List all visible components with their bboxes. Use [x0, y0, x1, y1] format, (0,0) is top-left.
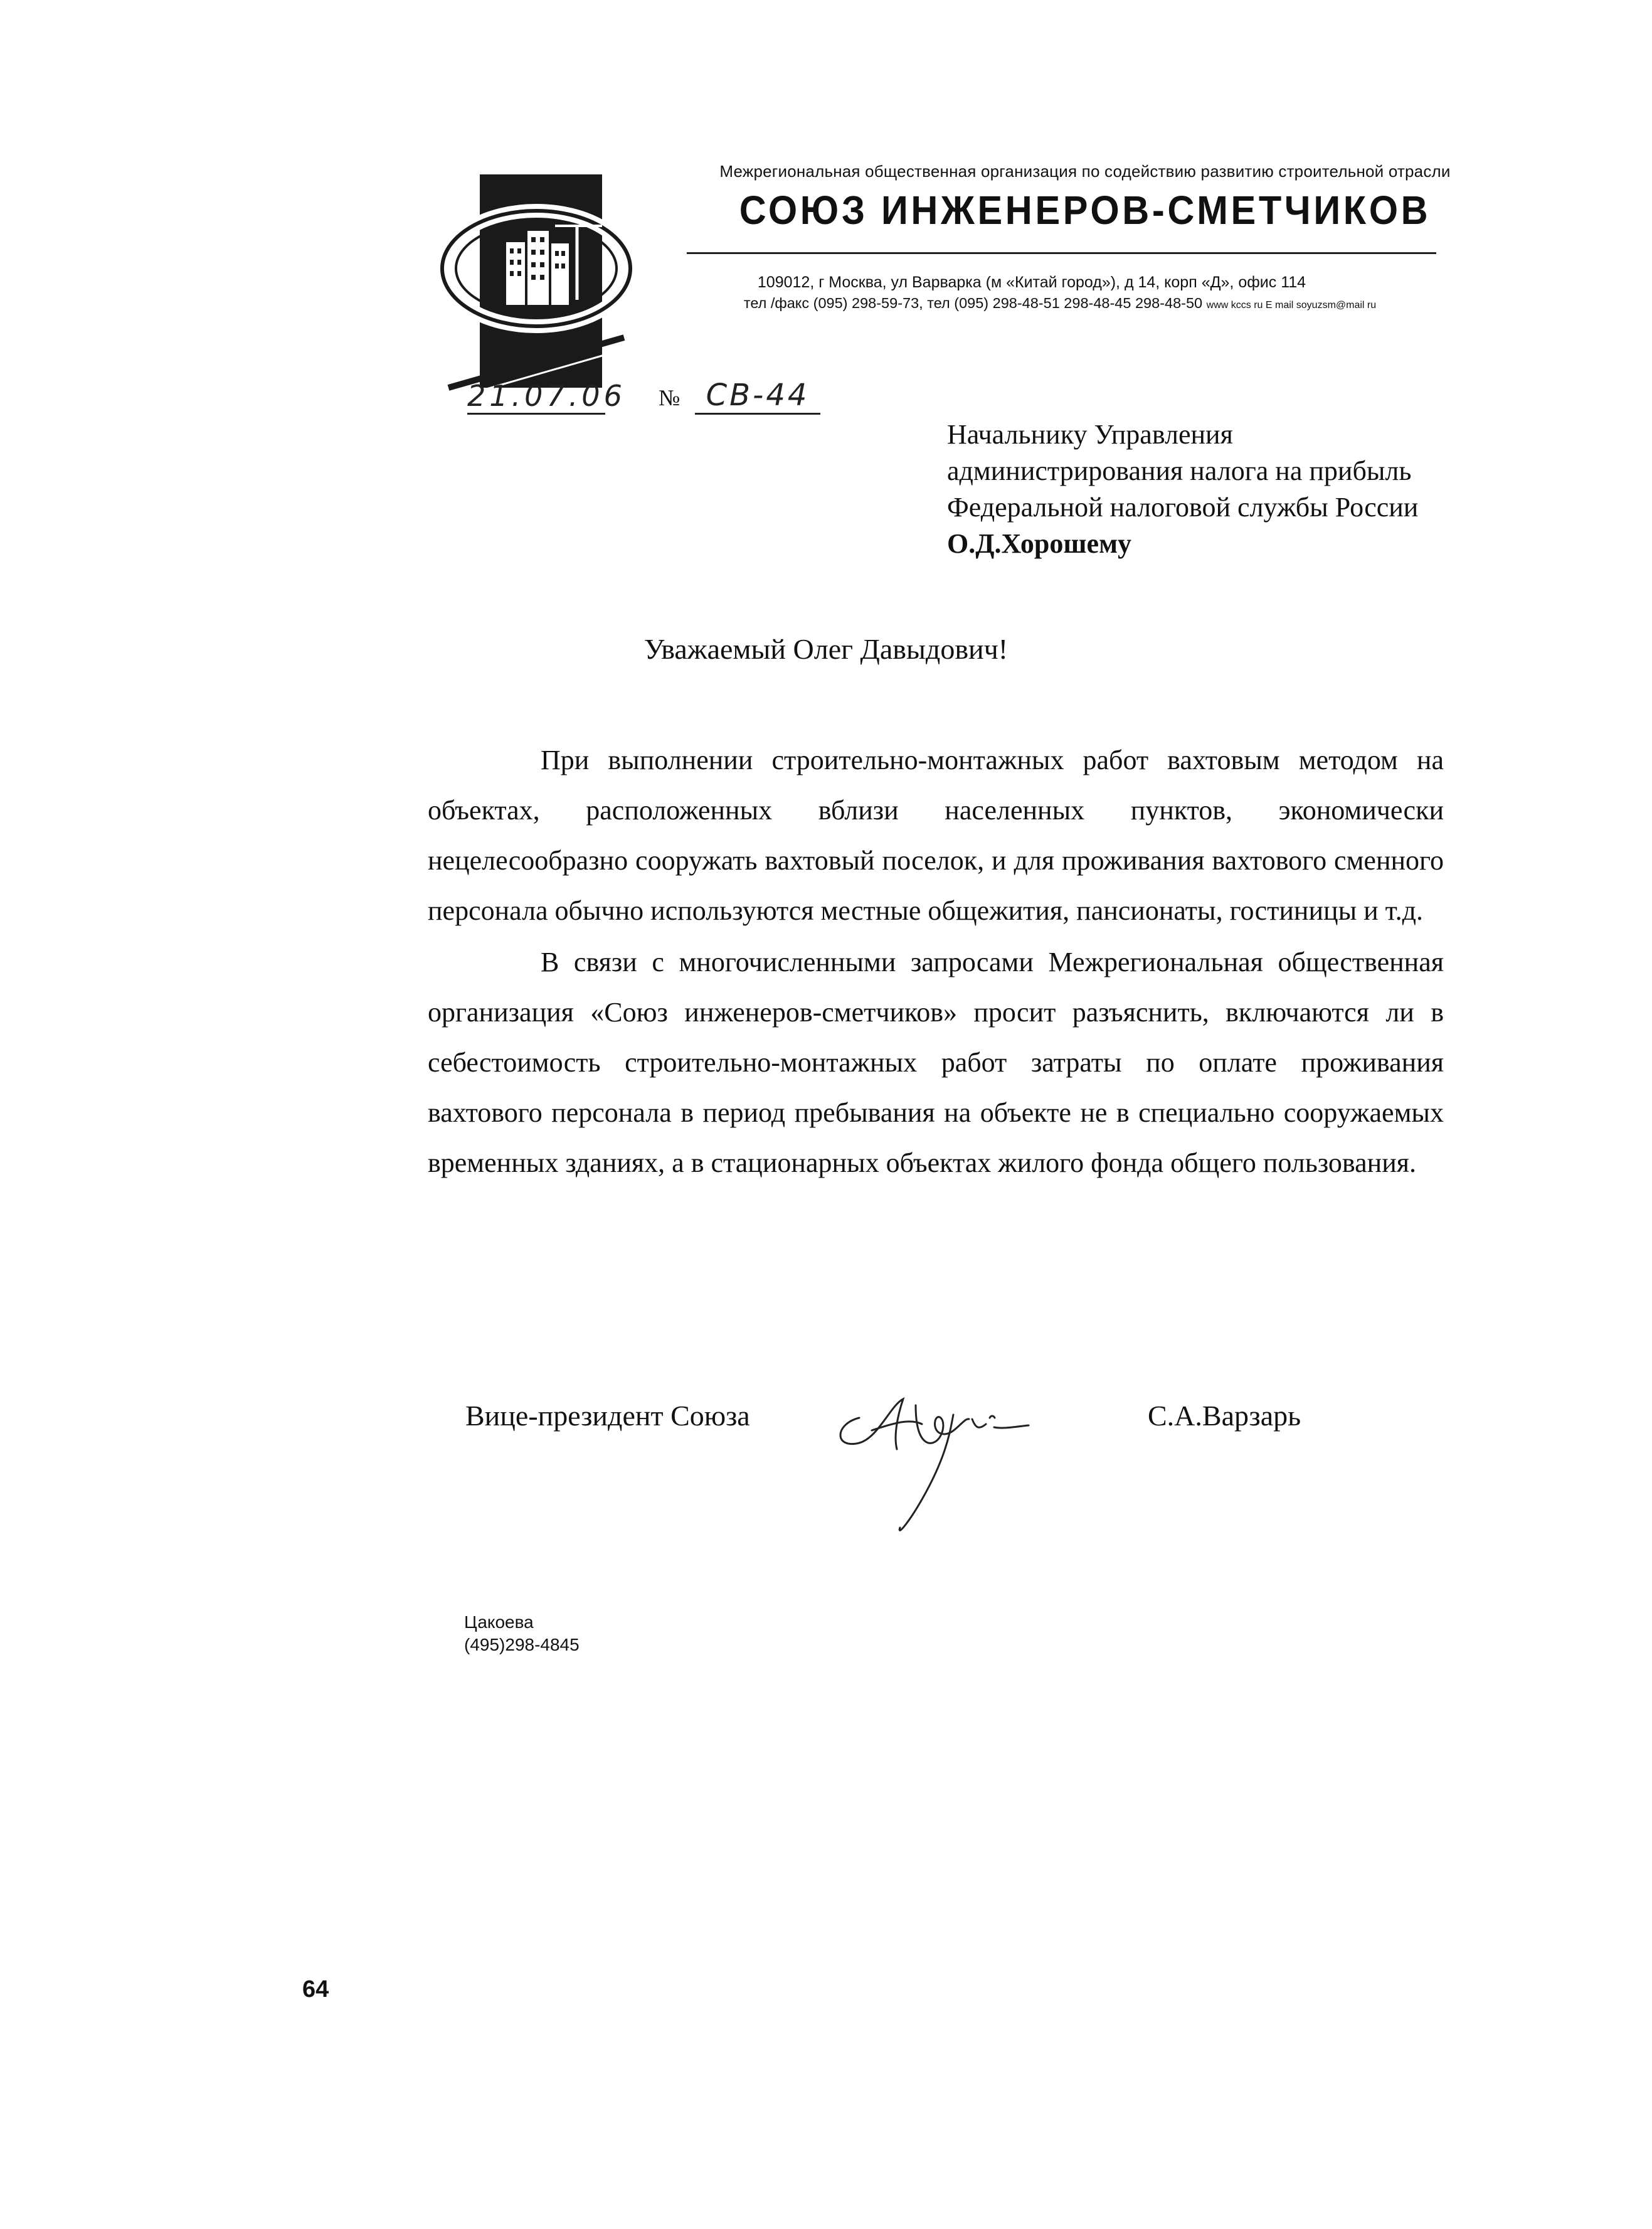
- greeting: Уважаемый Олег Давыдович!: [643, 633, 1009, 665]
- phone-numbers: тел /факс (095) 298-59-73, тел (095) 298-48-51 298-48-45 298-48-50: [743, 295, 1203, 311]
- letter-date-field: [467, 375, 626, 415]
- organization-logo: [436, 174, 637, 400]
- body-paragraph-2: В связи с многочисленными запросами Межрегиональная общественная организация «Союз инженеров-сметчиков» просит разъяснить, включаются ли в себестоимость строительно-монтажных работ затраты по оплате проживания вахтового персонала в период пребывания на объекте не в специально сооружаемых временных зданиях, а в стационарных объектах жилого фонда общего пользования.: [428, 947, 1444, 1178]
- handwritten-signature: [822, 1380, 1072, 1543]
- organization-description: Межрегиональная общественная организация по содействию развитию строительной отрасли: [719, 162, 1451, 181]
- letter-date: 21.07.06: [467, 379, 626, 413]
- addressee-line-3: Федеральной налоговой службы России: [947, 492, 1419, 523]
- letter-body: [428, 735, 1444, 1188]
- organization-address: 109012, г Москва, ул Варварка (м «Китай город»), д 14, корп «Д», офис 114: [757, 274, 1306, 291]
- letterhead-rule: [687, 252, 1436, 254]
- page-number: 64: [302, 1976, 329, 2003]
- organization-title: СОЮЗ ИНЖЕНЕРОВ-СМЕТЧИКОВ: [739, 188, 1431, 233]
- executor-name: Цакоева: [464, 1612, 534, 1632]
- letter-number-field: [695, 375, 820, 415]
- signatory-title: Вице-президент Союза: [465, 1400, 750, 1432]
- addressee-name: О.Д.Хорошему: [947, 528, 1132, 559]
- number-sign: №: [659, 385, 680, 410]
- addressee-block: [947, 417, 1418, 562]
- organization-contacts: [665, 295, 1455, 312]
- executor-phone: (495)298-4845: [464, 1635, 580, 1654]
- addressee-line-1: Начальнику Управления: [947, 419, 1233, 450]
- letter-number: СВ-44: [706, 378, 810, 413]
- signatory-name: С.А.Варзарь: [1148, 1400, 1301, 1432]
- web-email: www kccs ru E mail soyuzsm@mail ru: [1206, 300, 1377, 311]
- addressee-line-2: администрирования налога на прибыль: [947, 455, 1412, 486]
- executor-block: [464, 1611, 580, 1656]
- body-paragraph-1: При выполнении строительно-монтажных работ вахтовым методом на объектах, расположенных вблизи населенных пунктов, экономически нецелесообразно сооружать вахтовый поселок, и для проживания вахтового сменного персонала обычно используются местные общежития, пансионаты, гостиницы и т.д.: [428, 745, 1444, 926]
